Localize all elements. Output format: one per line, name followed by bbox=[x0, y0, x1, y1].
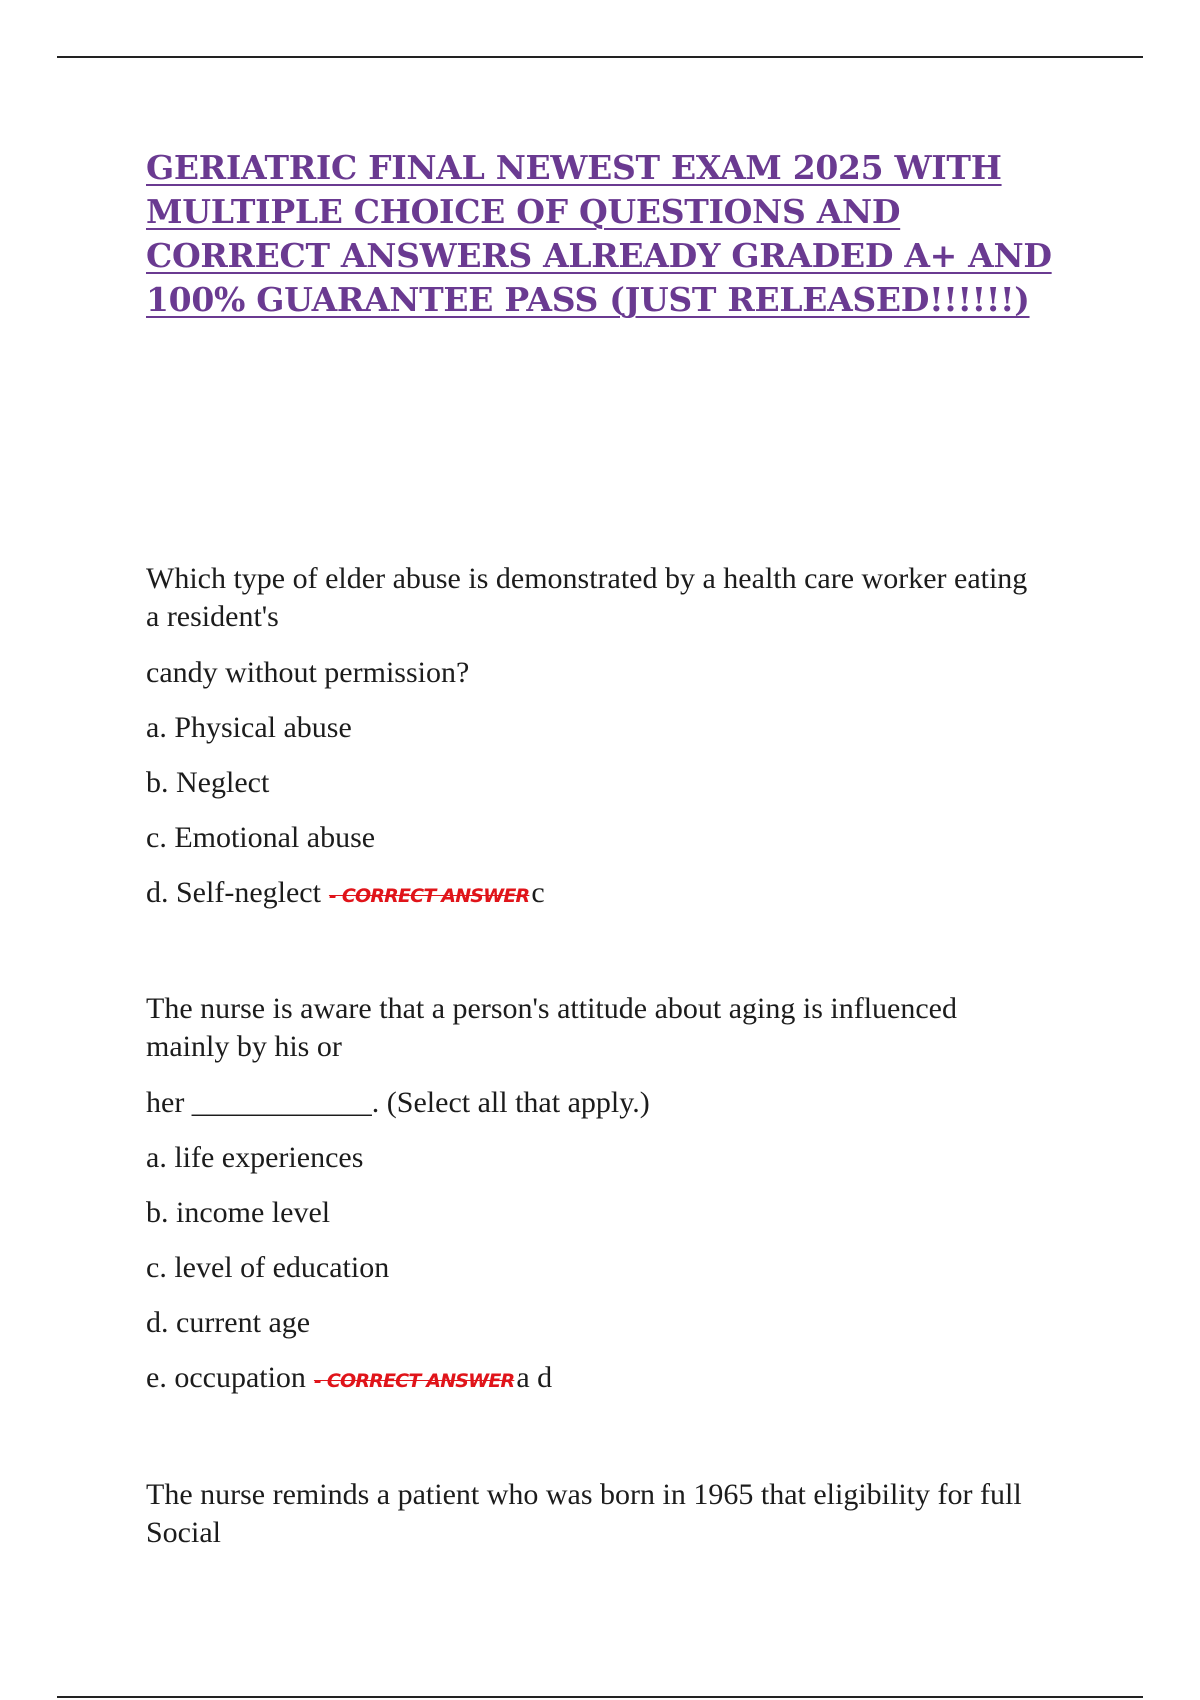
correct-answer-label: - CORRECT ANSWER bbox=[328, 885, 530, 907]
option-c: c. level of education bbox=[146, 1251, 390, 1284]
option-e-with-answer bbox=[146, 1359, 1046, 1400]
top-divider bbox=[57, 56, 1143, 58]
question-stem: Which type of elder abuse is demonstrated by a health care worker eating a resident's bbox=[146, 562, 1028, 633]
correct-answer-value: c bbox=[531, 876, 545, 909]
question-stem: The nurse is aware that a person's attitude about aging is influenced mainly by his or bbox=[146, 992, 957, 1063]
option-d: d. Self-neglect bbox=[146, 876, 321, 909]
document-title: GERIATRIC FINAL NEWEST EXAM 2025 WITH MULTIPLE CHOICE OF QUESTIONS AND CORRECT ANSWERS ALREADY GRADED A+ AND 100% GUARANTEE PASS (JUST RELEASED!!!!!!) bbox=[146, 148, 1052, 319]
option-a: a. Physical abuse bbox=[146, 711, 352, 744]
option-d-with-answer bbox=[146, 874, 1046, 915]
question-2 bbox=[146, 990, 1046, 1400]
correct-answer-label: - CORRECT ANSWER bbox=[313, 1370, 515, 1392]
question-stem: The nurse reminds a patient who was born in 1965 that eligibility for full Social bbox=[146, 1478, 1022, 1549]
option-b: b. income level bbox=[146, 1196, 331, 1229]
option-d: d. current age bbox=[146, 1306, 311, 1339]
option-b: b. Neglect bbox=[146, 766, 270, 799]
question-stem-continued: candy without permission? bbox=[146, 656, 470, 689]
option-e: e. occupation bbox=[146, 1361, 306, 1394]
question-stem-continued: her ____________. (Select all that apply.) bbox=[146, 1086, 650, 1119]
option-c: c. Emotional abuse bbox=[146, 821, 376, 854]
correct-answer-value: a d bbox=[516, 1361, 553, 1394]
question-1 bbox=[146, 560, 1046, 915]
bottom-divider bbox=[57, 1696, 1143, 1698]
question-3 bbox=[146, 1476, 1046, 1552]
option-a: a. life experiences bbox=[146, 1141, 364, 1174]
